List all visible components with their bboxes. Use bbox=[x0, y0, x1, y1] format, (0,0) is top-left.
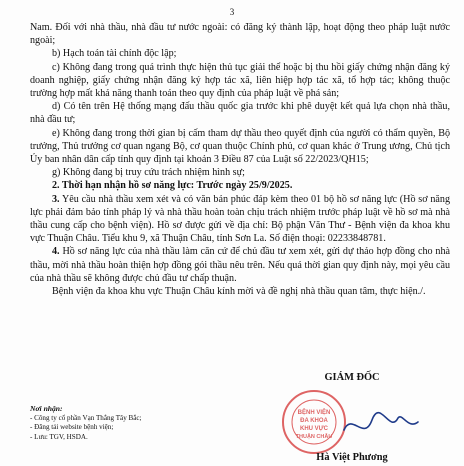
recipients-title: Nơi nhận: bbox=[30, 404, 63, 413]
item-2-label: 2. Thời hạn nhận hồ sơ năng lực: bbox=[52, 180, 197, 192]
recipient-item: - Công ty cổ phần Vạn Thắng Tây Bắc; bbox=[30, 413, 142, 422]
signer-name: Hà Việt Phương bbox=[316, 452, 388, 463]
stamp-line: THUẬN CHÂU bbox=[295, 434, 333, 440]
page-number: 3 bbox=[229, 7, 235, 17]
paragraph-line-2: c) Không đang trong quá trình thực hiện thủ tục giải thể hoặc bị thu hồi giấy chứng nhận đăng ký doanh nghiệp, giấy chứng nhận đăng ký hợp tác xã, liên hiệp hợp tác xã, tổ hợp tác; không thuộc trường hợp mất khả năng thanh toán theo quy định của pháp luật về phá sản; bbox=[30, 61, 450, 100]
signer-title: GIÁM ĐỐC bbox=[324, 372, 380, 383]
paragraph-line-0: Nam. Đối với nhà thầu, nhà đầu tư nước ngoài: có đăng ký thành lập, hoạt động theo pháp luật nước ngoài; bbox=[30, 22, 450, 47]
paragraph-line-4: e) Không đang trong thời gian bị cấm tham dự thầu theo quyết định của người có thẩm quyền, Bộ trưởng, Thủ trưởng cơ quan ngang Bộ, cơ quan thuộc Chính phủ, cơ quan khác ở Trung ương, Chủ tịch Ủy ban nhân dân cấp tỉnh quy định tại khoản 3 Điều 87 của Luật số 22/2023/QH15; bbox=[30, 127, 450, 166]
paragraph-line-5: g) Không đang bị truy cứu trách nhiệm hình sự; bbox=[52, 167, 245, 179]
item-4 bbox=[30, 245, 450, 285]
recipient-item: - Lưu: TGV, HSDA. bbox=[30, 432, 88, 441]
item-3 bbox=[30, 193, 450, 246]
item-4-label: 4. bbox=[52, 246, 60, 258]
item-2 bbox=[30, 179, 450, 192]
stamp-line: KHU VỰC bbox=[300, 426, 328, 432]
item-3-label: 3. bbox=[52, 193, 60, 205]
recipients-block bbox=[30, 404, 230, 442]
closing-paragraph: Bệnh viện đa khoa khu vực Thuận Châu kính mời và đề nghị nhà thầu quan tâm, thực hiện./. bbox=[52, 286, 426, 298]
handwritten-signature bbox=[344, 413, 418, 430]
paragraph-line-1: b) Hạch toán tài chính độc lập; bbox=[52, 48, 177, 60]
recipient-item: - Đăng tải website bệnh viện; bbox=[30, 423, 114, 432]
signature-block bbox=[252, 372, 452, 466]
stamp-line: ĐA KHOA bbox=[300, 418, 328, 424]
paragraph-line-3: d) Có tên trên Hệ thống mạng đấu thầu quốc gia trước khi phê duyệt kết quả lựa chọn nhà thầu, nhà đầu tư; bbox=[30, 101, 450, 126]
item-3-text: Yêu cầu nhà thầu xem xét và có văn bản phúc đáp kèm theo 01 bộ hồ sơ năng lực (Hồ sơ năng lực phải đảm bảo tính pháp lý và nhà thầu hoàn toàn chịu trách nhiệm trước pháp luật về hồ sơ mà nhà thầu cung cấp cho bệnh viện). Hồ sơ được gửi về địa chỉ: Bộ phận Văn Thư - Bệnh viện đa khoa khu vực Thuận Châu. Tiểu khu 9, xã Thuận Châu, tỉnh Sơn La. Số điện thoại: 02233848781. bbox=[30, 193, 450, 245]
document-body bbox=[30, 21, 450, 298]
item-2-deadline: Trước ngày 25/9/2025. bbox=[196, 180, 293, 192]
stamp-line: BỆNH VIỆN bbox=[297, 410, 331, 416]
item-4-text: Hồ sơ năng lực của nhà thầu làm căn cứ để chủ đầu tư xem xét, gửi dự thảo hợp đồng cho nhà thầu, mời nhà thầu hoàn thiện hợp đồng gói thầu nêu trên. Nếu quá thời gian quy định này, mọi yêu cầu của nhà thầu sẽ không được chủ đầu tư chấp thuận. bbox=[30, 246, 450, 284]
